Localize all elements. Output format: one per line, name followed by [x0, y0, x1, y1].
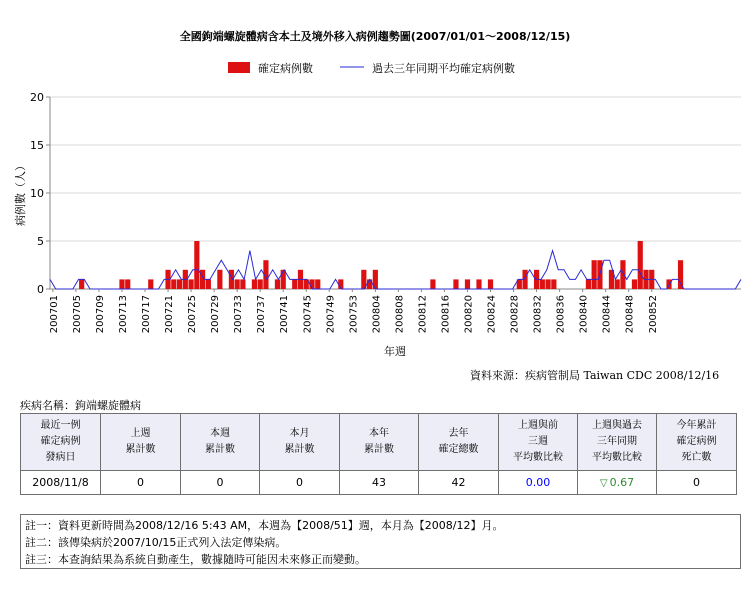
header-this-year: 本年 累計數 [340, 414, 419, 471]
x-tick-label: 200820 [463, 295, 475, 334]
x-tick-label: 200709 [94, 295, 106, 334]
bar [171, 279, 176, 289]
value-this-month: 0 [260, 471, 340, 495]
note-3: 註三：本查詢結果為系統自動產生，數據隨時可能因未來修正而變動。 [25, 553, 366, 566]
bar [275, 279, 280, 289]
bar [592, 260, 597, 289]
bar [476, 279, 481, 289]
x-tick-label: 200705 [71, 295, 83, 334]
bar [638, 241, 643, 289]
bar [258, 279, 263, 289]
bar [430, 279, 435, 289]
x-tick-label: 200840 [578, 295, 590, 334]
bar [194, 241, 199, 289]
bar [540, 279, 545, 289]
statistics-table [20, 413, 737, 495]
value-vs-prev-3-weeks: 0.00 [499, 471, 578, 495]
value-this-year: 43 [340, 471, 419, 495]
bar [465, 279, 470, 289]
y-tick-label: 0 [37, 283, 44, 296]
bar [79, 279, 84, 289]
bar [177, 279, 182, 289]
x-tick-label: 200701 [48, 295, 60, 334]
value-vs-past-3-years: 0.67 [609, 476, 635, 489]
x-tick-label: 200808 [394, 295, 406, 334]
value-vs-past-3-years-cell [578, 471, 657, 495]
bar [206, 279, 211, 289]
bar [281, 270, 286, 289]
y-tick-label: 10 [30, 187, 44, 200]
x-tick-label: 200725 [187, 295, 199, 334]
value-deaths: 0 [657, 471, 737, 495]
x-tick-label: 200832 [532, 295, 544, 334]
average-line [50, 251, 741, 289]
y-axis-label: 病例數（人） [14, 160, 27, 226]
legend-bar-swatch [228, 62, 250, 73]
x-tick-label: 200741 [279, 295, 291, 334]
bar [235, 279, 240, 289]
x-tick-label: 200812 [417, 295, 429, 334]
header-vs-prev-3-weeks: 上週與前 三週 平均數比較 [499, 414, 578, 471]
disease-name: 疾病名稱：鉤端螺旋體病 [20, 399, 141, 412]
note-2: 註二：該傳染病於2007/10/15正式列入法定傳染病。 [25, 536, 287, 549]
bar [678, 260, 683, 289]
x-tick-label: 200828 [509, 295, 521, 334]
bar [615, 279, 620, 289]
x-axis-label: 年週 [384, 345, 406, 358]
x-tick-label: 200717 [141, 295, 153, 334]
x-tick-label: 200844 [601, 295, 613, 334]
value-latest-onset: 2008/11/8 [21, 471, 101, 495]
triangle-down-icon: ▽ [599, 478, 608, 489]
header-vs-past-3-years: 上週與過去 三年同期 平均數比較 [578, 414, 657, 471]
table-header-row [21, 414, 737, 471]
bar [240, 279, 245, 289]
y-tick-label: 20 [30, 91, 44, 104]
x-tick-label: 200753 [348, 295, 360, 334]
bar [119, 279, 124, 289]
bar [488, 279, 493, 289]
bar [586, 279, 591, 289]
x-tick-label: 200713 [117, 295, 129, 334]
bar [217, 270, 222, 289]
bar [546, 279, 551, 289]
bar [551, 279, 556, 289]
x-tick-label: 200749 [325, 295, 337, 334]
header-last-week: 上週 累計數 [101, 414, 181, 471]
bar [620, 260, 625, 289]
bar [148, 279, 153, 289]
header-this-week: 本週 累計數 [181, 414, 260, 471]
bar [252, 279, 257, 289]
value-last-week: 0 [101, 471, 181, 495]
bar [315, 279, 320, 289]
legend-line-label: 過去三年同期平均確定病例數 [372, 62, 515, 75]
x-tick-label: 200729 [210, 295, 222, 334]
bar [367, 279, 372, 289]
table-row [21, 471, 737, 495]
x-tick-label: 200824 [486, 295, 498, 334]
notes-box [20, 514, 741, 569]
x-tick-label: 200733 [233, 295, 245, 334]
y-tick-label: 5 [37, 235, 44, 248]
x-tick-label: 200737 [256, 295, 268, 334]
header-latest-onset: 最近一例 確定病例 發病日 [21, 414, 101, 471]
header-this-month: 本月 累計數 [260, 414, 340, 471]
y-tick-label: 15 [30, 139, 44, 152]
data-source: 資料來源：疾病管制局 Taiwan CDC 2008/12/16 [470, 369, 720, 382]
value-last-year: 42 [419, 471, 499, 495]
x-tick-label: 200804 [371, 295, 383, 334]
chart-title: 全國鉤端螺旋體病含本土及境外移入病例趨勢圖(2007/01/01～2008/12/15) [179, 30, 571, 43]
value-this-week: 0 [181, 471, 260, 495]
x-tick-label: 200852 [647, 295, 659, 334]
x-tick-label: 200836 [555, 295, 567, 334]
header-last-year: 去年 確定總數 [419, 414, 499, 471]
note-1: 註一：資料更新時間為2008/12/16 5:43 AM，本週為【2008/51】週，本月為【2008/12】月。 [25, 519, 504, 532]
bar [125, 279, 130, 289]
bar [292, 279, 297, 289]
legend-bar-label: 確定病例數 [258, 62, 313, 75]
header-deaths: 今年累計 確定病例 死亡數 [657, 414, 737, 471]
bar [188, 279, 193, 289]
x-tick-label: 200848 [624, 295, 636, 334]
bar [453, 279, 458, 289]
x-tick-label: 200721 [164, 295, 176, 334]
x-tick-label: 200745 [302, 295, 314, 334]
x-tick-label: 200816 [440, 295, 452, 334]
bar [632, 279, 637, 289]
